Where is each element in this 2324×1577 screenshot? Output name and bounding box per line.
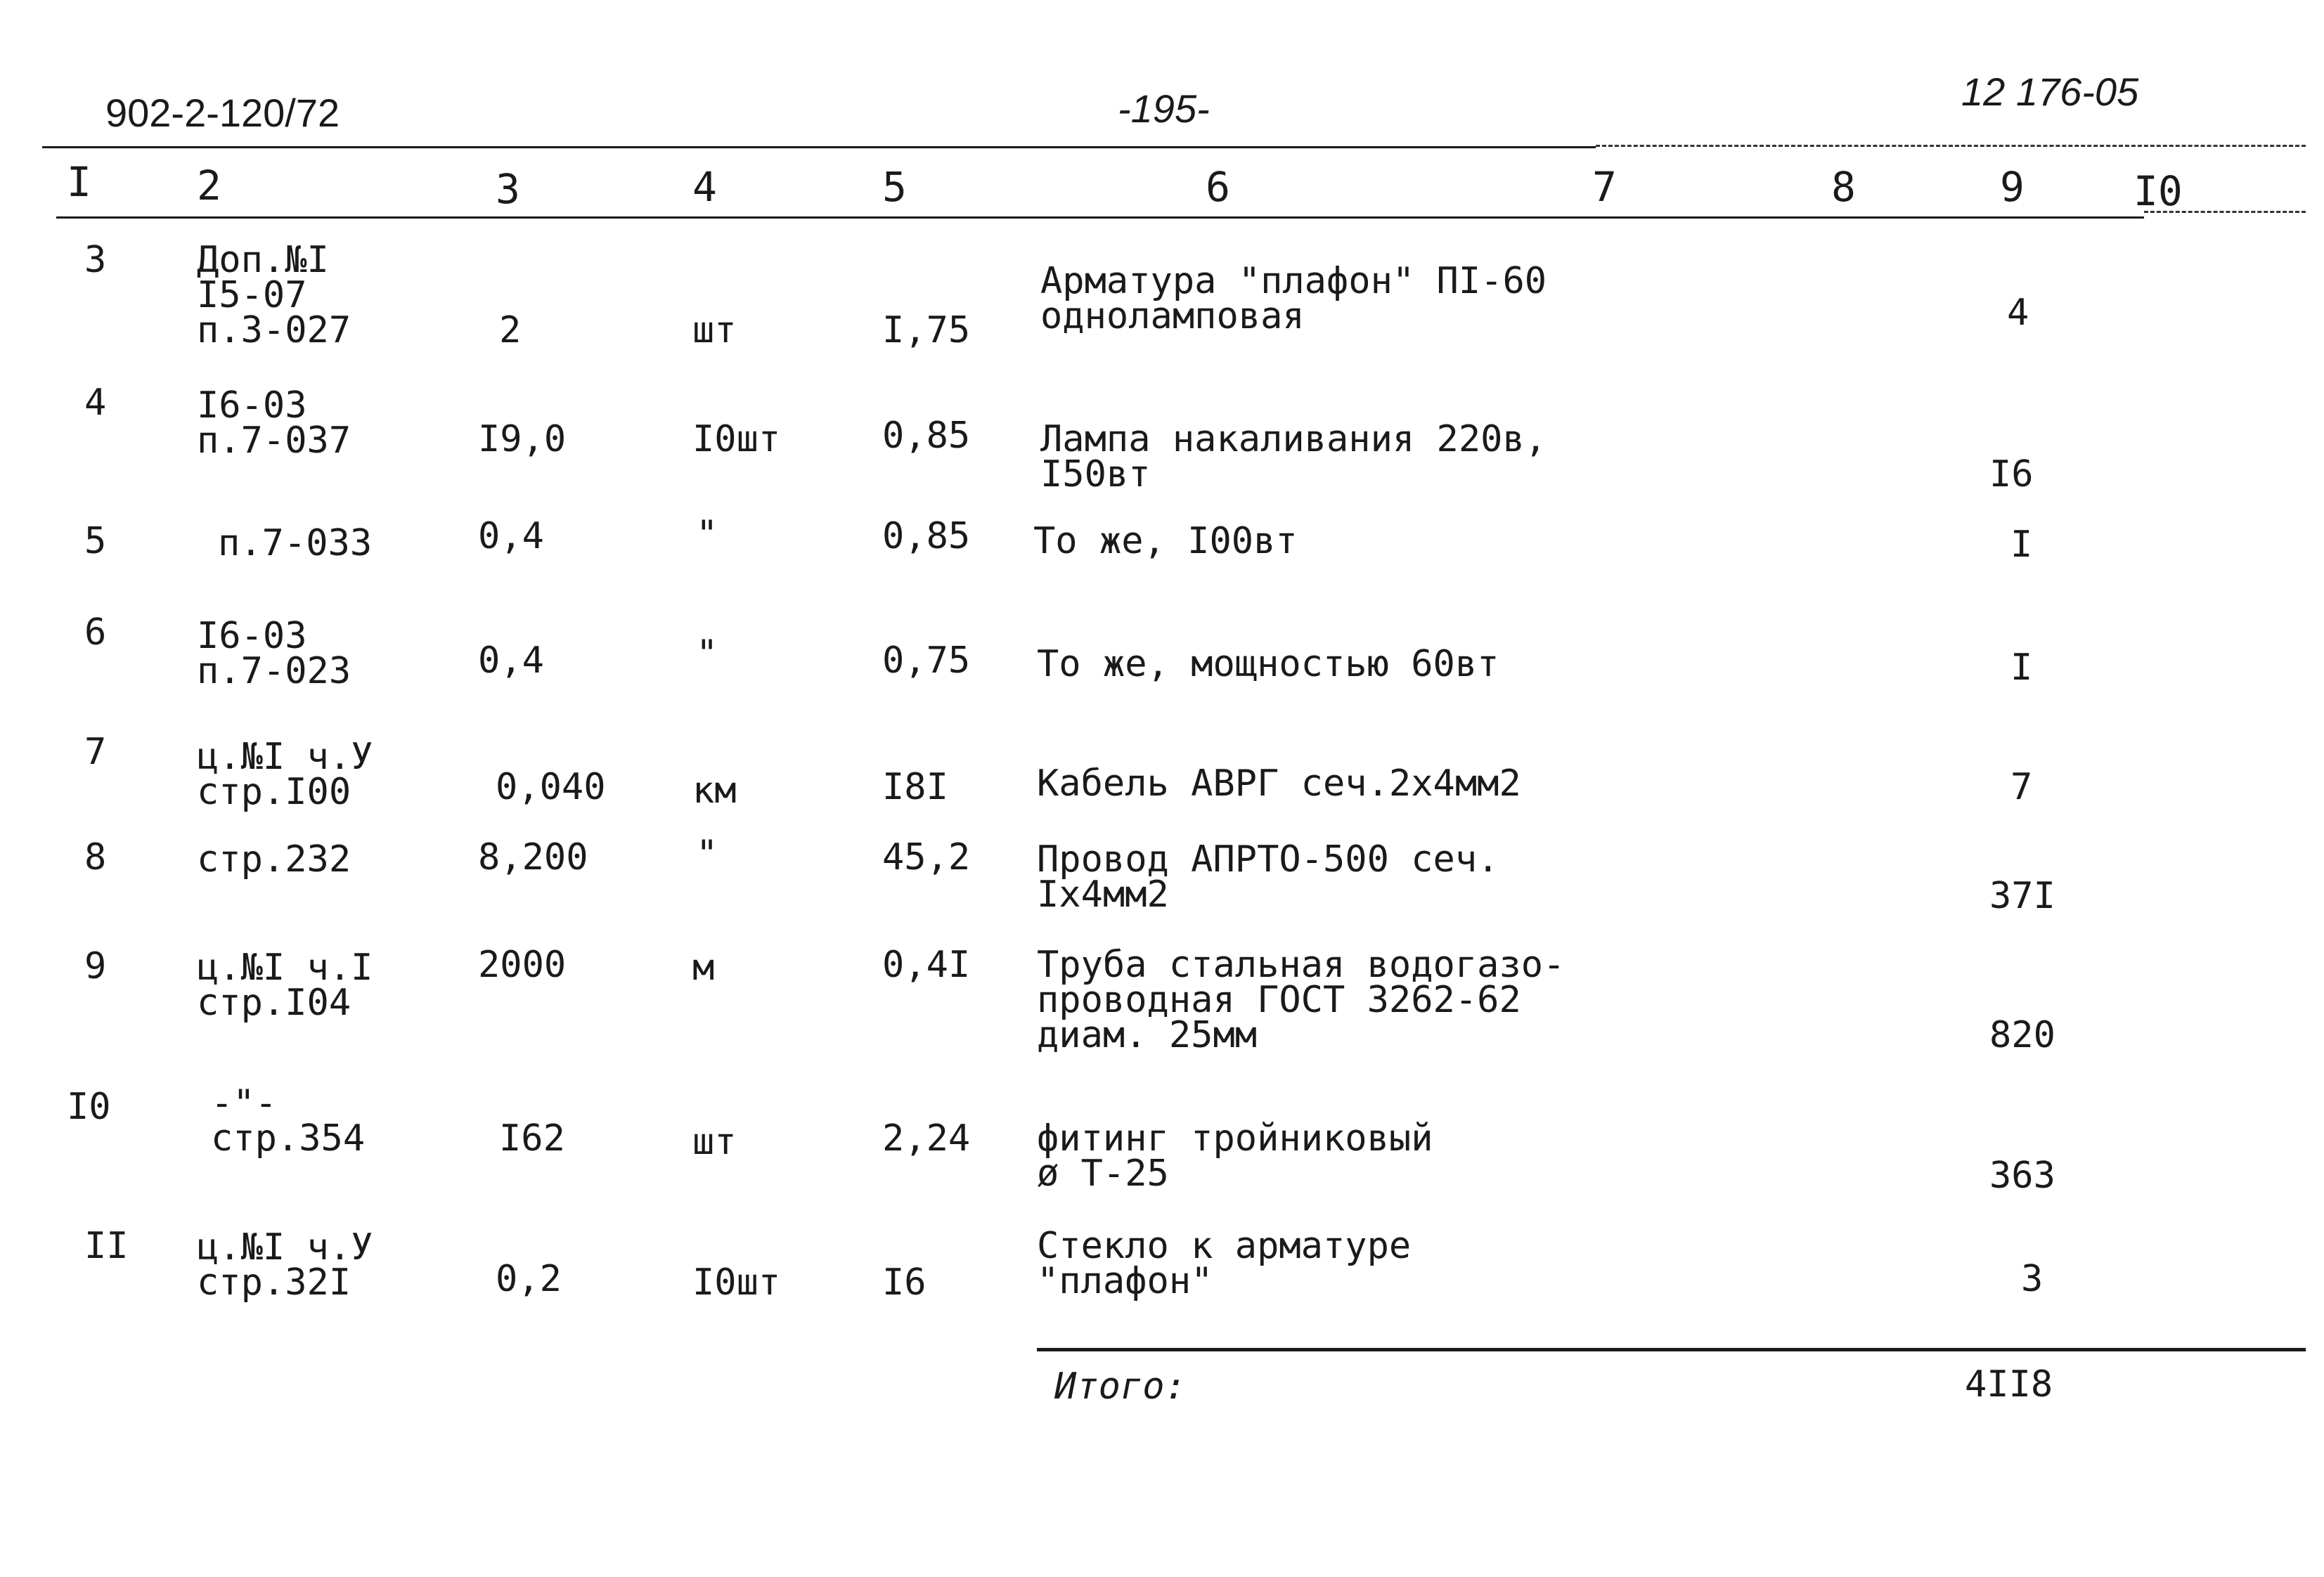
row-number: 6 [84, 611, 107, 654]
row-number: 9 [84, 945, 107, 987]
row-reference: ц.№I ч.У стр.I00 [197, 736, 373, 813]
row-quantity: 8,200 [478, 836, 588, 878]
row-number: 4 [84, 382, 107, 424]
row-unit: км [692, 770, 737, 812]
row-price: 0,4I [882, 944, 971, 986]
row-reference: ц.№I ч.У стр.32I [197, 1226, 373, 1304]
row-reference: ц.№I ч.I стр.I04 [197, 947, 373, 1024]
row-reference: Доп.№I I5-07 п.3-027 [197, 239, 351, 351]
row-description: Труба стальная водогазо- проводная ГОСТ 3262-62 диам. 25мм [1037, 944, 1566, 1056]
row-number: II [84, 1225, 129, 1267]
col-header-1: I [67, 158, 91, 206]
row-price: 0,85 [882, 415, 971, 457]
row-number: 5 [84, 520, 107, 562]
row-unit: " [696, 632, 718, 675]
row-description: Провод АПРТО-500 сеч. Iх4мм2 [1037, 838, 1499, 916]
row-reference: I6-03 п.7-037 [197, 384, 351, 462]
row-reference: -"- стр.354 [211, 1082, 366, 1160]
row-description: То же, I00вт [1033, 520, 1298, 562]
row-unit: " [696, 513, 718, 555]
row-number: I0 [67, 1086, 111, 1128]
col-header-7: 7 [1592, 163, 1617, 211]
row-number: 8 [84, 836, 107, 878]
row-total: I [2010, 524, 2033, 566]
document-code: 902-2-120/72 [105, 91, 340, 135]
col-header-5: 5 [882, 163, 907, 211]
row-quantity: I62 [499, 1117, 565, 1160]
row-quantity: 0,040 [496, 766, 606, 808]
col-header-2: 2 [197, 162, 221, 209]
sheet-code: 12 176-05 [1961, 70, 2139, 114]
row-unit: м [692, 947, 715, 989]
row-unit: шт [692, 1121, 737, 1163]
row-quantity: 0,4 [478, 640, 544, 682]
totals-rule [1037, 1348, 2306, 1351]
row-price: I8I [882, 766, 948, 808]
row-total: I [2010, 647, 2033, 689]
row-total: 820 [1989, 1014, 2055, 1056]
row-price: 45,2 [882, 836, 971, 878]
row-quantity: 2 [499, 309, 522, 351]
row-price: 2,24 [882, 1117, 971, 1160]
col-header-4: 4 [692, 163, 717, 211]
row-reference: I6-03 п.7-023 [197, 615, 351, 692]
row-number: 7 [84, 731, 107, 773]
row-unit: I0шт [692, 1261, 781, 1304]
row-unit: I0шт [692, 418, 781, 460]
header-top-rule-dashed [1596, 145, 2306, 147]
col-header-8: 8 [1831, 163, 1856, 211]
row-number: 3 [84, 239, 107, 281]
row-quantity: 2000 [478, 944, 567, 986]
row-total: 363 [1989, 1155, 2055, 1197]
header-bottom-rule [56, 216, 2144, 219]
row-reference: п.7-033 [218, 522, 373, 564]
row-description: Стекло к арматуре "плафон" [1037, 1225, 1412, 1302]
row-total: 4 [2007, 292, 2029, 334]
row-price: I6 [882, 1261, 927, 1304]
row-reference: стр.232 [197, 838, 351, 881]
col-header-6: 6 [1206, 163, 1230, 211]
page-number: -195- [1118, 86, 1210, 131]
row-total: I6 [1989, 453, 2034, 495]
row-quantity: 0,4 [478, 515, 544, 557]
row-description: То же, мощностью 60вт [1037, 643, 1499, 685]
row-total: 3 [2021, 1258, 2044, 1300]
row-unit: шт [692, 309, 737, 351]
row-quantity: I9,0 [478, 418, 567, 460]
row-description: Лампа накаливания 220в, I50вт [1040, 418, 1547, 495]
row-description: фитинг тройниковый ø Т-25 [1037, 1117, 1433, 1195]
row-description: Кабель АВРГ сеч.2х4мм2 [1037, 762, 1521, 805]
totals-label: Итого: [1054, 1365, 1187, 1408]
row-description: Арматура "плафон" ПI-60 однолампoвая [1040, 260, 1547, 337]
row-total: 7 [2010, 766, 2033, 808]
totals-value: 4II8 [1965, 1363, 2053, 1406]
row-total: 37I [1989, 875, 2055, 917]
row-quantity: 0,2 [496, 1258, 562, 1300]
row-price: 0,85 [882, 515, 971, 557]
col-header-9: 9 [2000, 163, 2025, 211]
header-top-rule [42, 146, 1596, 148]
col-header-10: I0 [2133, 167, 2183, 215]
row-price: I,75 [882, 309, 971, 351]
row-unit: " [696, 833, 718, 875]
row-price: 0,75 [882, 640, 971, 682]
col-header-3: 3 [496, 165, 520, 213]
